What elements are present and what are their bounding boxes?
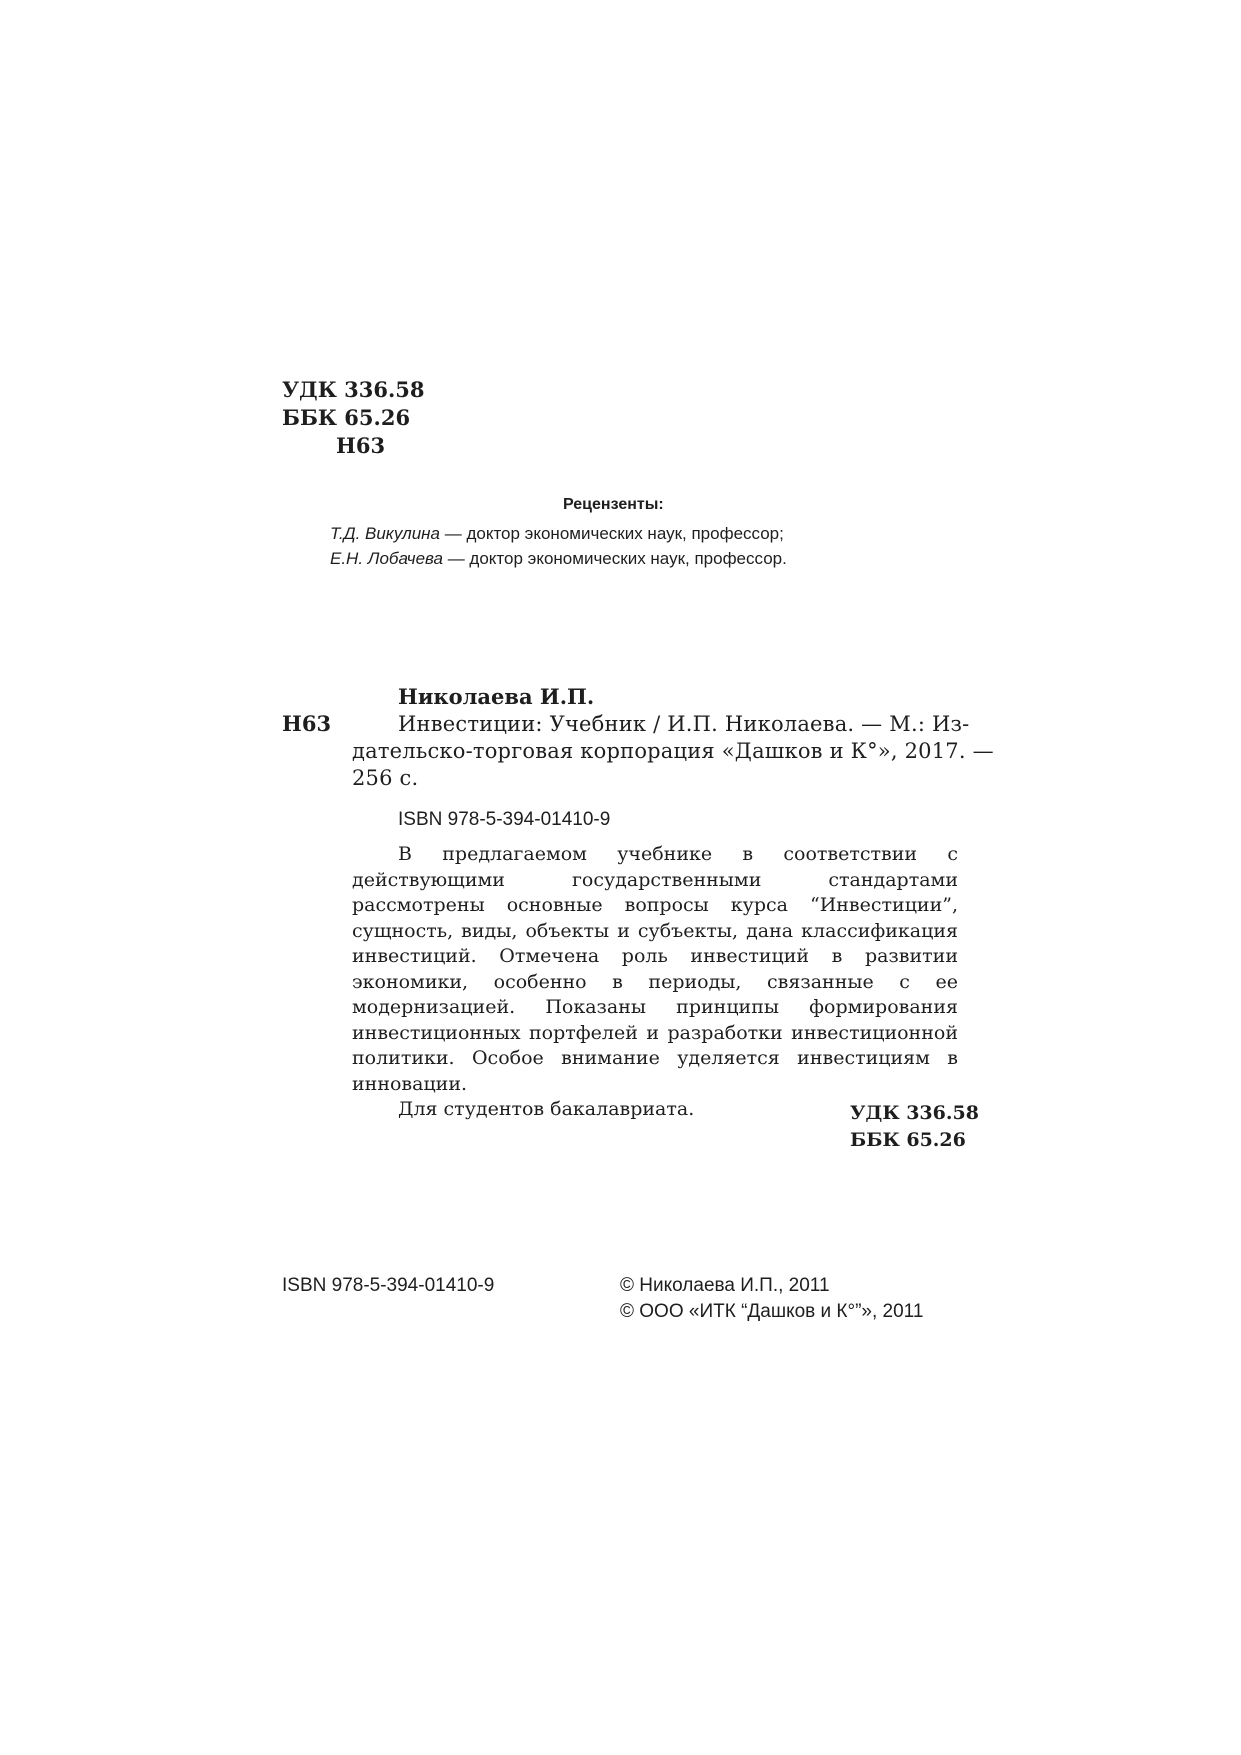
annotation-paragraph: В предлагаемом учебнике в соответствии с действующими государственными стандартами рассмотрены основные вопросы курса “Инвестиции”, сущность, виды, объекты и субъекты, дана классификация инвестиций. Отмечена роль инвестиций в развитии экономики, особенно в периоды, связанные с ее модернизацией. Показаны принципы формирования инвестиционных портфелей и разработки инвестиционной политики. Особое внимание уделяется инвестициям в инновации. [352, 843, 958, 1095]
reviewer-2 [330, 549, 787, 569]
bbk-code: ББК 65.26 [282, 405, 411, 430]
footer-isbn: ISBN 978-5-394-01410-9 [282, 1275, 495, 1296]
bib-line: Инвестиции: Учебник / И.П. Николаева. — М.: Из- [398, 712, 970, 736]
copyright-line: © ООО «ИТК “Дашков и К°”», 2011 [620, 1301, 924, 1322]
bottom-classification [850, 1100, 979, 1154]
reviewer-description: — доктор экономических наук, профессор; [440, 524, 784, 543]
bib-line: дательско-торговая корпорация «Дашков и К°», 2017. — [352, 739, 994, 763]
reviewer-name: Т.Д. Викулина [330, 524, 440, 543]
top-classification [282, 376, 425, 460]
author-sign: Н63 [336, 433, 386, 458]
reviewer-1 [330, 524, 784, 544]
bib-author-sign: Н63 [282, 711, 332, 736]
udk-code: УДК 336.58 [850, 1102, 979, 1124]
copyright-line: © Николаева И.П., 2011 [620, 1275, 830, 1296]
udk-code: УДК 336.58 [282, 377, 425, 402]
bib-line: 256 с. [352, 766, 419, 790]
reviewer-description: — доктор экономических наук, профессор. [442, 549, 787, 568]
reviewer-name: Е.Н. Лобачева [330, 549, 443, 568]
bbk-code: ББК 65.26 [850, 1129, 966, 1151]
bib-author: Николаева И.П. [398, 684, 595, 709]
annotation-paragraph: Для студентов бакалавриата. [398, 1098, 695, 1120]
bib-isbn: ISBN 978-5-394-01410-9 [398, 809, 611, 830]
reviewers-heading: Рецензенты: [563, 496, 664, 513]
annotation [352, 842, 958, 1123]
